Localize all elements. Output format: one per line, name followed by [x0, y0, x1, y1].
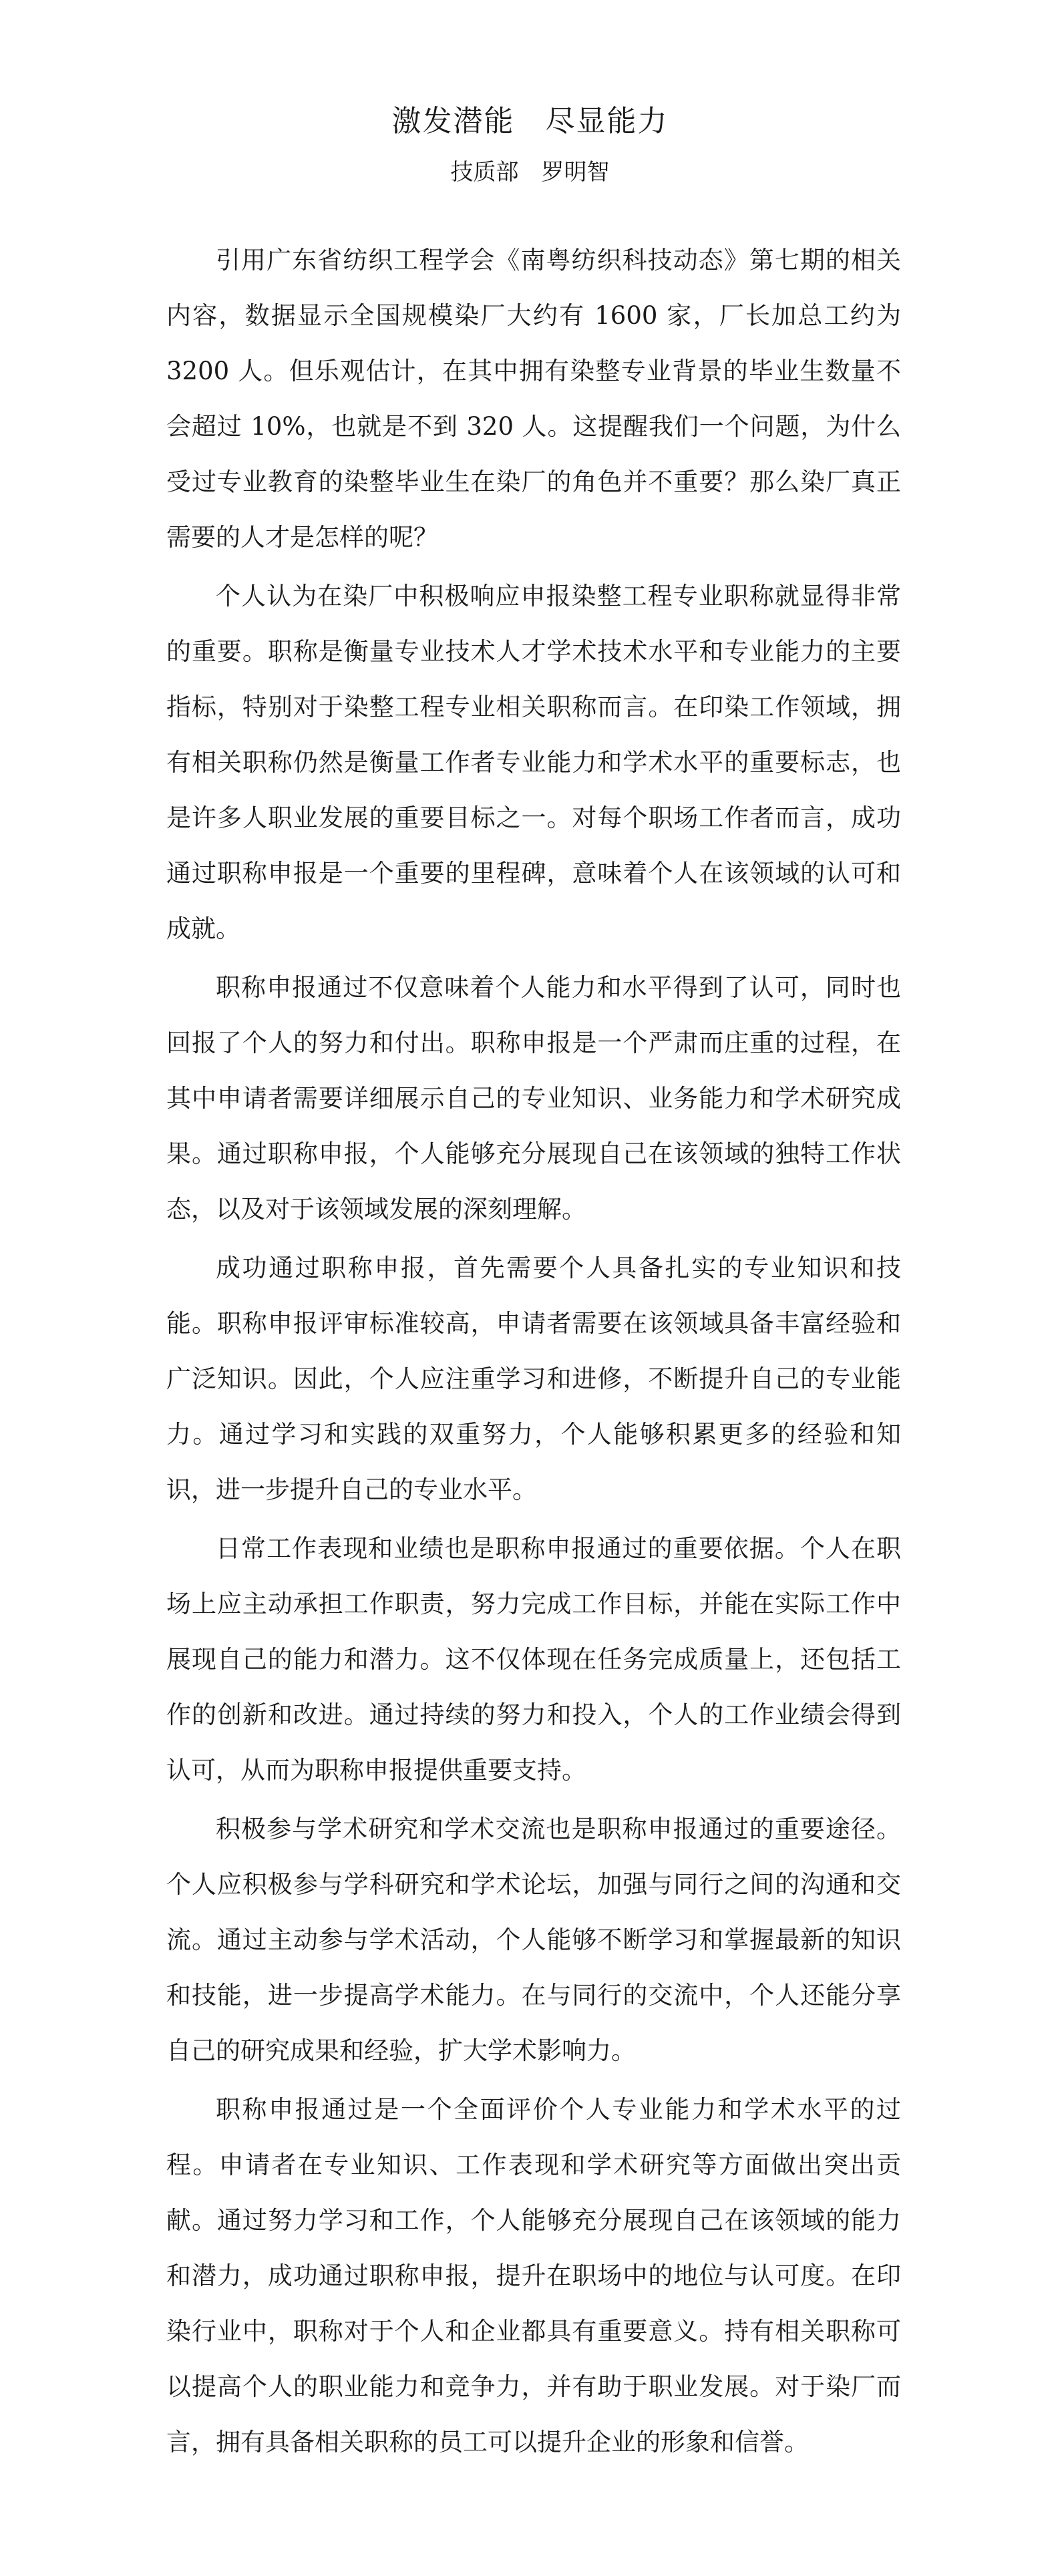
- paragraph-4: 成功通过职称申报，首先需要个人具备扎实的专业知识和技能。职称申报评审标准较高，申请者需要在该领域具备丰富经验和广泛知识。因此，个人应注重学习和进修，不断提升自己的专业能力。通过学习和实践的双重努力，个人能够积累更多的经验和知识，进一步提升自己的专业水平。: [166, 1254, 901, 1504]
- article-body: [166, 232, 901, 2473]
- paragraph-6: 积极参与学术研究和学术交流也是职称申报通过的重要途径。个人应积极参与学科研究和学术论坛，加强与同行之间的沟通和交流。通过主动参与学术活动，个人能够不断学习和掌握最新的知识和技能，进一步提高学术能力。在与同行的交流中，个人还能分享自己的研究成果和经验，扩大学术影响力。: [166, 1815, 901, 2065]
- paragraph-7: 职称申报通过是一个全面评价个人专业能力和学术水平的过程。申请者在专业知识、工作表现和学术研究等方面做出突出贡献。通过努力学习和工作，个人能够充分展现自己在该领域的能力和潜力，成功通过职称申报，提升在职场中的地位与认可度。在印染行业中，职称对于个人和企业都具有重要意义。持有相关职称可以提高个人的职业能力和竞争力，并有助于职业发展。对于染厂而言，拥有具备相关职称的员工可以提升企业的形象和信誉。: [166, 2095, 901, 2456]
- article-title: 激发潜能 尽显能力: [391, 104, 669, 138]
- paragraph-5: 日常工作表现和业绩也是职称申报通过的重要依据。个人在职场上应主动承担工作职责，努力完成工作目标，并能在实际工作中展现自己的能力和潜力。这不仅体现在任务完成质量上，还包括工作的创新和改进。通过持续的努力和投入，个人的工作业绩会得到认可，从而为职称申报提供重要支持。: [166, 1534, 901, 1785]
- article-byline: 技质部 罗明智: [450, 159, 610, 186]
- paragraph-2: 个人认为在染厂中积极响应申报染整工程专业职称就显得非常的重要。职称是衡量专业技术人才学术技术水平和专业能力的主要指标，特别对于染整工程专业相关职称而言。在印染工作领域，拥有相关职称仍然是衡量工作者专业能力和学术水平的重要标志，也是许多人职业发展的重要目标之一。对每个职场工作者而言，成功通过职称申报是一个重要的里程碑，意味着个人在该领域的认可和成就。: [166, 582, 901, 943]
- paragraph-1: 引用广东省纺织工程学会《南粤纺织科技动态》第七期的相关内容，数据显示全国规模染厂大约有 1600 家，厂长加总工约为 3200 人。但乐观估计，在其中拥有染整专业背景的毕业生数量不会超过 10%，也就是不到 320 人。这提醒我们一个问题，为什么受过专业教育的染整毕业生在染厂的角色并不重要？那么染厂真正需要的人才是怎样的呢？: [166, 246, 901, 552]
- paragraph-3: 职称申报通过不仅意味着个人能力和水平得到了认可，同时也回报了个人的努力和付出。职称申报是一个严肃而庄重的过程，在其中申请者需要详细展示自己的专业知识、业务能力和学术研究成果。通过职称申报，个人能够充分展现自己在该领域的独特工作状态，以及对于该领域发展的深刻理解。: [166, 973, 901, 1224]
